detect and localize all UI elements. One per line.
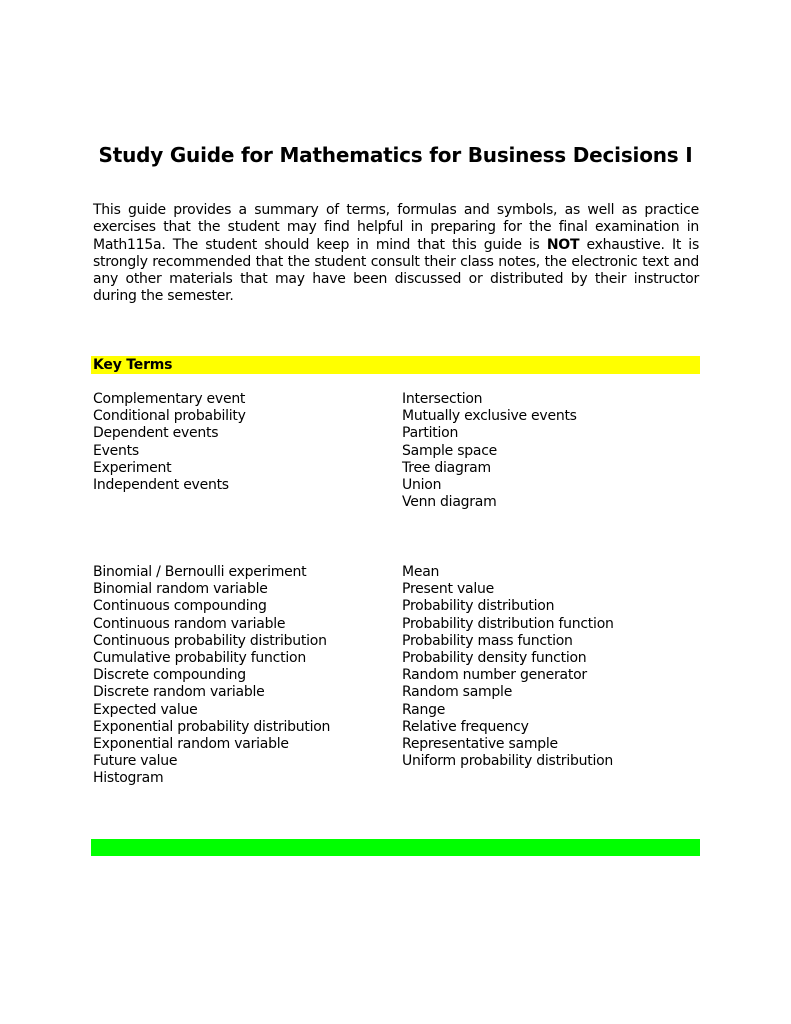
term-item: Venn diagram bbox=[402, 494, 497, 511]
term-item: Expected value bbox=[93, 701, 198, 718]
term-item: Complementary event bbox=[93, 391, 246, 407]
intro-emphasis: NOT bbox=[546, 236, 580, 253]
term-item: Probability density function bbox=[402, 650, 587, 667]
term-item: Intersection bbox=[402, 391, 483, 407]
term-item: Union bbox=[402, 477, 442, 494]
term-item: Histogram bbox=[93, 770, 164, 787]
term-item: Binomial / Bernoulli experiment bbox=[93, 564, 307, 580]
term-item: Representative sample bbox=[402, 736, 558, 753]
term-item: Binomial random variable bbox=[93, 581, 268, 598]
term-item: Discrete compounding bbox=[93, 667, 246, 684]
term-item: Range bbox=[402, 701, 446, 718]
term-item: Continuous probability distribution bbox=[93, 632, 327, 649]
page-title: Study Guide for Mathematics for Business Decisions I bbox=[98, 143, 693, 167]
term-item: Probability distribution bbox=[402, 598, 555, 615]
term-list-group2-right bbox=[402, 564, 614, 770]
term-item: Probability mass function bbox=[402, 632, 573, 649]
term-item: Uniform probability distribution bbox=[402, 753, 614, 770]
key-terms-heading: Key Terms bbox=[93, 357, 173, 373]
term-item: Future value bbox=[93, 753, 178, 770]
term-item: Present value bbox=[402, 581, 494, 598]
term-item: Independent events bbox=[93, 477, 229, 494]
term-item: Continuous random variable bbox=[93, 615, 286, 632]
term-item: Tree diagram bbox=[402, 459, 491, 476]
term-item: Random number generator bbox=[402, 667, 587, 684]
section-divider-bar bbox=[91, 839, 700, 856]
term-item: Partition bbox=[402, 425, 459, 442]
term-list-group2-left bbox=[93, 564, 330, 788]
term-item: Exponential random variable bbox=[93, 736, 289, 753]
term-list-group1-right bbox=[402, 391, 577, 511]
term-item: Continuous compounding bbox=[93, 598, 267, 615]
term-item: Events bbox=[93, 442, 139, 459]
term-item: Exponential probability distribution bbox=[93, 718, 331, 735]
intro-text-part2: exhaustive. It is strongly recommended that the student consult their class notes, the electronic text and any other materials that may have been discussed or distributed by their instructor during the semester. bbox=[93, 236, 699, 305]
term-item: Conditional probability bbox=[93, 408, 246, 425]
term-list-group1-left bbox=[93, 391, 246, 494]
term-item: Discrete random variable bbox=[93, 684, 265, 701]
term-item: Probability distribution function bbox=[402, 615, 614, 632]
term-item: Cumulative probability function bbox=[93, 650, 306, 667]
term-item: Sample space bbox=[402, 442, 498, 459]
term-item: Mean bbox=[402, 564, 440, 580]
key-terms-bar bbox=[91, 356, 700, 374]
term-item: Dependent events bbox=[93, 425, 219, 442]
intro-paragraph bbox=[93, 202, 699, 306]
term-item: Relative frequency bbox=[402, 718, 529, 735]
term-item: Experiment bbox=[93, 459, 172, 476]
term-item: Random sample bbox=[402, 684, 513, 701]
term-item: Mutually exclusive events bbox=[402, 408, 577, 425]
intro-text-part1: This guide provides a summary of terms, formulas and symbols, as well as practice exercises that the student may find helpful in preparing for the final examination in Math115a. The student should keep in mind that this guide is bbox=[93, 202, 699, 253]
